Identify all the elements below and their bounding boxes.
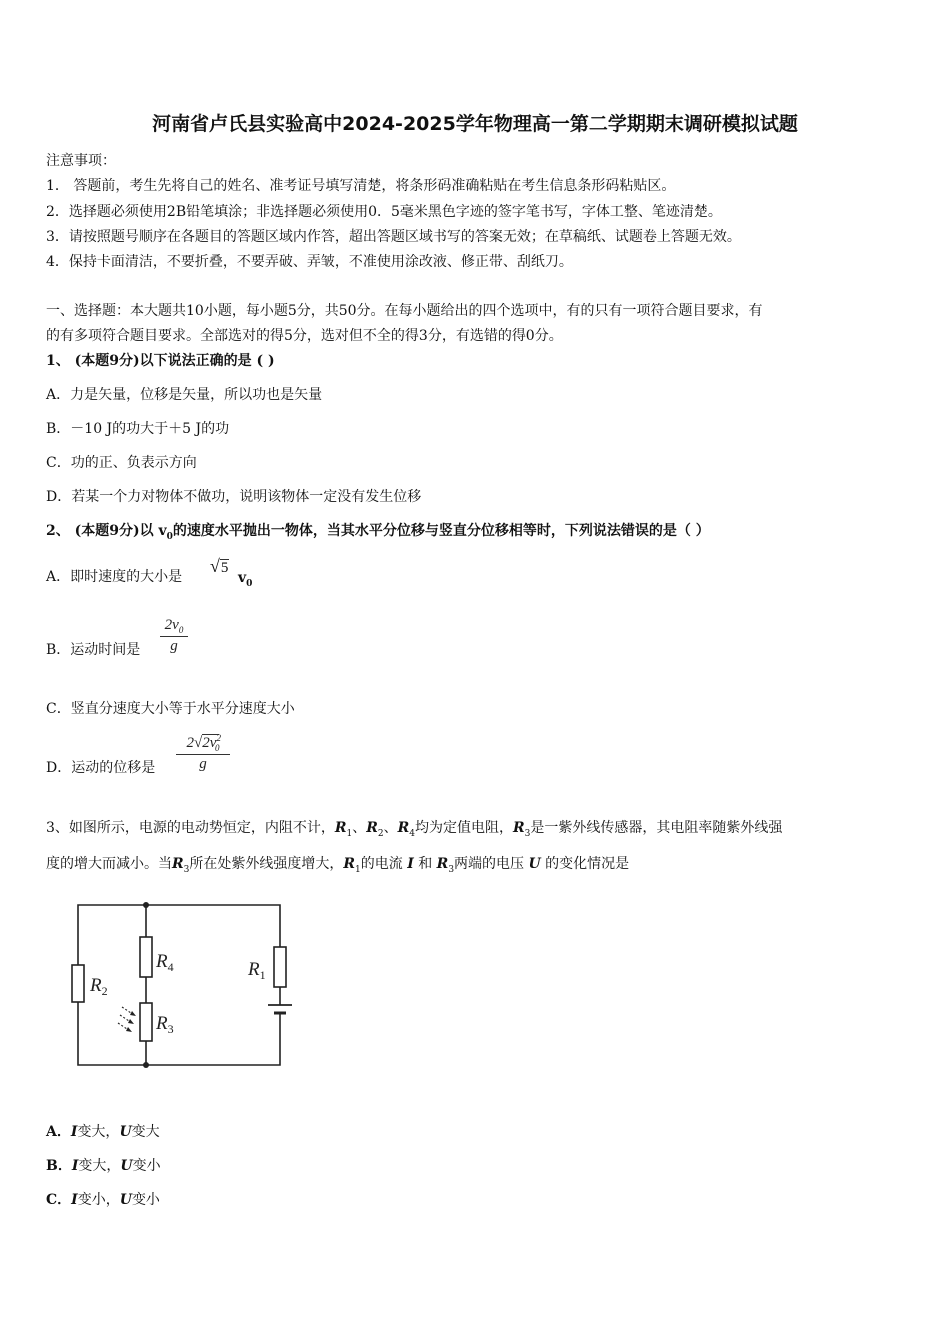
- page-title: 河南省卢氏县实验高中2024-2025学年物理高一第二学期期末调研模拟试题: [152, 113, 798, 135]
- q3-option-b: B．I变大，U变小: [46, 1158, 161, 1174]
- circuit-wire: [146, 905, 280, 947]
- circuit-wire: [78, 905, 146, 1065]
- q2-option-a: A．即时速度的大小是: [46, 569, 183, 585]
- q2-option-c: C．竖直分速度大小等于水平分速度大小: [46, 701, 295, 717]
- uv-light-arrows: [118, 1007, 134, 1031]
- label-r1: $R_1$: [248, 959, 266, 982]
- q3-option-a: A．I变大，U变大: [46, 1124, 160, 1140]
- q2-stem: 2、 (本题9分)以 $v_0$的速度水平抛出一物体，当其水平分位移与竖直分位移相等时，下列说法错误的是（ ）: [46, 523, 710, 542]
- resistor-r4: [140, 937, 152, 977]
- label-r4: $R_4$: [156, 951, 174, 974]
- q3-option-c: C．I变小，U变小: [46, 1192, 160, 1208]
- notice-item: 2．选择题必须使用2B铅笔填涂；非选择题必须使用0．5毫米黑色字迹的签字笔书写，字体工整、笔迹清楚。: [46, 204, 722, 220]
- q1-option-c: C．功的正、负表示方向: [46, 455, 197, 471]
- section-intro-line2: 的有多项符合题目要求。全部选对的得5分，选对但不全的得3分，有选错的得0分。: [46, 328, 563, 344]
- q3-stem-line1: 3、如图所示，电源的电动势恒定，内阻不计，$R_1$、$R_2$、$R_4$均为定值电阻，$R_3$是一紫外线传感器，其电阻率随紫外线强: [46, 820, 783, 839]
- label-r3: $R_3$: [156, 1013, 174, 1036]
- circuit-diagram: [60, 895, 310, 1075]
- q2-option-b: B．运动时间是: [46, 642, 141, 658]
- notice-item: 4．保持卡面清洁，不要折叠，不要弄破、弄皱，不准使用涂改液、修正带、刮纸刀。: [46, 254, 573, 270]
- notice-heading: 注意事项：: [46, 153, 116, 169]
- q1-stem: 1、 (本题9分)以下说法正确的是 ( ): [46, 353, 275, 369]
- q2-option-d-fraction: $2√2v^2_0$ g: [176, 733, 230, 773]
- q2-option-a-math: √5: [210, 556, 229, 576]
- notice-item: 1． 答题前，考生先将自己的姓名、准考证号填写清楚，将条形码准确粘贴在考生信息条形码粘贴区。: [46, 178, 676, 194]
- section-intro-line1: 一、选择题：本大题共10小题，每小题5分，共50分。在每小题给出的四个选项中，有的只有一项符合题目要求，有: [46, 303, 763, 319]
- uv-arrowheads: [126, 1011, 136, 1032]
- q2-option-b-fraction: $2v_0$ g: [160, 617, 188, 655]
- q1-option-b: B．－10 J的功大于＋5 J的功: [46, 421, 230, 437]
- q1-option-a: A．力是矢量，位移是矢量，所以功也是矢量: [46, 387, 323, 403]
- q2-option-d: D．运动的位移是: [46, 760, 156, 776]
- q1-option-d: D．若某一个力对物体不做功，说明该物体一定没有发生位移: [46, 489, 422, 505]
- label-r2: $R_2$: [90, 975, 108, 998]
- q3-stem-line2: 度的增大而减小。当$R_3$所在处紫外线强度增大，$R_1$的电流 I 和 $R_3$两端的电压 U 的变化情况是: [46, 856, 630, 875]
- notice-item: 3．请按照题号顺序在各题目的答题区域内作答，超出答题区域书写的答案无效；在草稿纸、试题卷上答题无效。: [46, 229, 741, 245]
- resistor-r1: [274, 947, 286, 987]
- q2-option-a-v0: $v_0$: [238, 570, 253, 589]
- sensor-r3: [140, 1003, 152, 1041]
- junction-dot: [143, 902, 149, 908]
- resistor-r2: [72, 965, 84, 1002]
- junction-dot: [143, 1062, 149, 1068]
